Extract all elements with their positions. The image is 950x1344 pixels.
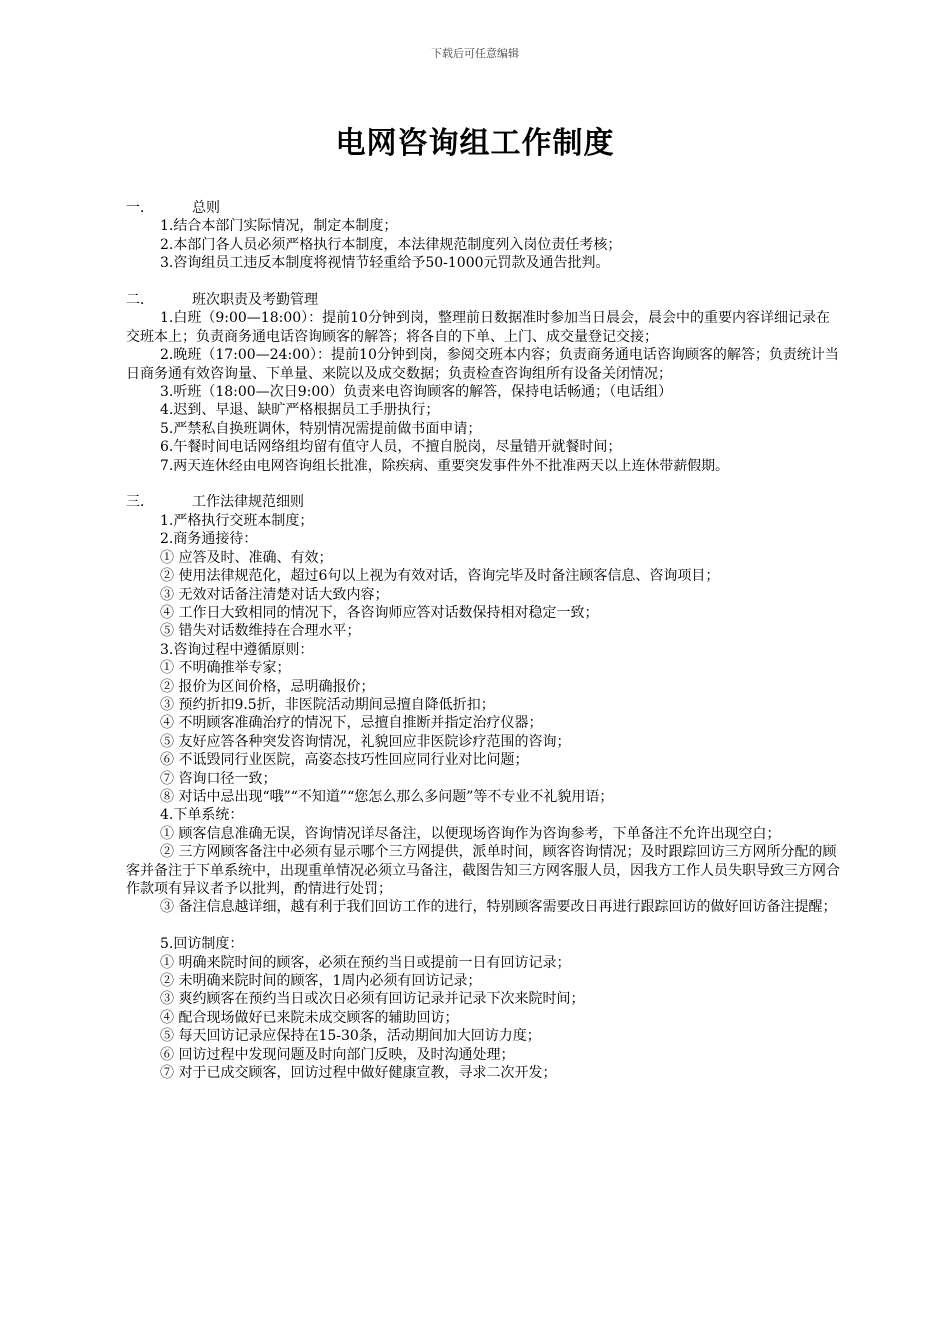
section-number: 一． [126,200,154,216]
section-number: 二． [126,292,154,309]
section-title: 班次职责及考勤管理 [192,292,318,309]
paragraph: 3.咨询组员工违反本制度将视情节轻重给予50-1000元罚款及通告批判。 [160,255,610,272]
section-heading-3 [126,493,842,511]
list-item: ⑤ 每天回访记录应保持在15-30条，活动期间加大回访力度； [160,1028,541,1045]
list-item: ③ 爽约顾客在预约当日或次日必须有回访记录并记录下次来院时间； [160,991,585,1008]
section-title: 总则 [192,200,220,216]
section-number: 三． [126,494,154,511]
list-item: ② 三方网顾客备注中必须有显示哪个三方网提供，派单时间，顾客咨询情况；及时跟踪回访三方网所分配的顾客并备注于下单系统中，出现重单情况必须立马备注，截图告知三方网客服人员，因我方工作人员失职导致三方网合作款项有异议者予以批判，酌情进行处罚； [126,844,840,897]
paragraph: 5.回访制度： [160,936,244,953]
paragraph: 5.严禁私自换班调休，特别情况需提前做书面申请； [160,420,482,437]
list-item: ⑥ 回访过程中发现问题及时向部门反映，及时沟通处理； [160,1046,515,1063]
page-header: 下载后可任意编辑 [431,47,519,60]
paragraph: 3.听班（18:00—次日9:00）负责来电咨询顾客的解答，保持电话畅通；（电话组） [160,384,673,401]
list-item: ④ 配合现场做好已来院未成交顾客的辅助回访； [160,1009,459,1026]
list-item: ⑤ 友好应答各种突发咨询情况，礼貌回应非医院诊疗范围的咨询； [160,733,571,750]
paragraph: 1.结合本部门实际情况，制定本制度； [160,218,398,235]
paragraph: 1.严格执行交班本制度； [160,512,314,529]
list-item: ② 报价为区间价格，忌明确报价； [160,678,375,695]
section-heading-1 [126,199,842,217]
paragraph: 3.咨询过程中遵循原则： [160,641,314,658]
list-item: ⑦ 对于已成交顾客，回访过程中做好健康宣教，寻求二次开发； [160,1065,557,1082]
list-item: ④ 不明顾客准确治疗的情况下，忌擅自推断并指定治疗仪器； [160,715,543,732]
list-item: ⑤ 错失对话数维持在合理水平； [160,623,361,640]
list-item: ⑥ 不诋毁同行业医院，高姿态技巧性回应同行业对比问题； [160,752,529,769]
paragraph: 4.迟到、早退、缺旷严格根据员工手册执行； [160,402,440,419]
section-heading-2 [126,291,842,309]
list-item: ③ 预约折扣9.5折，非医院活动期间忌擅自降低折扣； [160,696,495,713]
paragraph: 6.午餐时间电话网络组均留有值守人员，不擅自脱岗，尽量错开就餐时间； [160,439,622,456]
paragraph: 4.下单系统： [160,807,244,824]
paragraph: 1.白班（9:00—18:00）：提前10分钟到岗，整理前日数据准时参加当日晨会，晨会中的重要内容详细记录在交班本上；负责商务通电话咨询顾客的解答；将各自的下单、上门、成交量登记交接； [126,310,830,345]
document-body [126,199,842,1082]
list-item: ③ 备注信息越详细，越有利于我们回访工作的进行，特别顾客需要改日再进行跟踪回访的做好回访备注提醒； [160,899,837,916]
paragraph: 2.本部门各人员必须严格执行本制度，本法律规范制度列入岗位责任考核； [160,236,622,253]
list-item: ⑦ 咨询口径一致； [160,770,277,787]
list-item: ③ 无效对话备注清楚对话大致内容； [160,586,389,603]
list-item: ⑧ 对话中忌出现“哦”“不知道”“您怎么那么多问题”等不专业不礼貌用语； [160,788,614,805]
paragraph: 7.两天连休经由电网咨询组长批准，除疾病、重要突发事件外不批准两天以上连休带薪假期。 [160,457,729,474]
section-title: 工作法律规范细则 [192,494,304,511]
list-item: ① 不明确推举专家； [160,660,291,677]
list-item: ② 未明确来院时间的顾客，1周内必须有回访记录； [160,973,482,990]
paragraph: 2.晚班（17:00—24:00）：提前10分钟到岗，参阅交班本内容；负责商务通电话咨询顾客的解答；负责统计当日商务通有效咨询量、下单量、来院以及成交数据；负责检查咨询组所有设备关闭情况； [126,347,839,382]
document-title: 电网咨询组工作制度 [335,126,615,161]
paragraph: 2.商务通接待： [160,531,258,548]
list-item: ① 顾客信息准确无误，咨询情况详尽备注，以便现场咨询作为咨询参考，下单备注不允许出现空白； [160,825,781,842]
list-item: ④ 工作日大致相同的情况下，各咨询师应答对话数保持相对稳定一致； [160,604,599,621]
list-item: ① 明确来院时间的顾客，必须在预约当日或提前一日有回访记录； [160,954,571,971]
list-item: ② 使用法律规范化，超过6句以上视为有效对话，咨询完毕及时备注顾客信息、咨询项目； [160,568,720,585]
list-item: ① 应答及时、准确、有效； [160,549,333,566]
